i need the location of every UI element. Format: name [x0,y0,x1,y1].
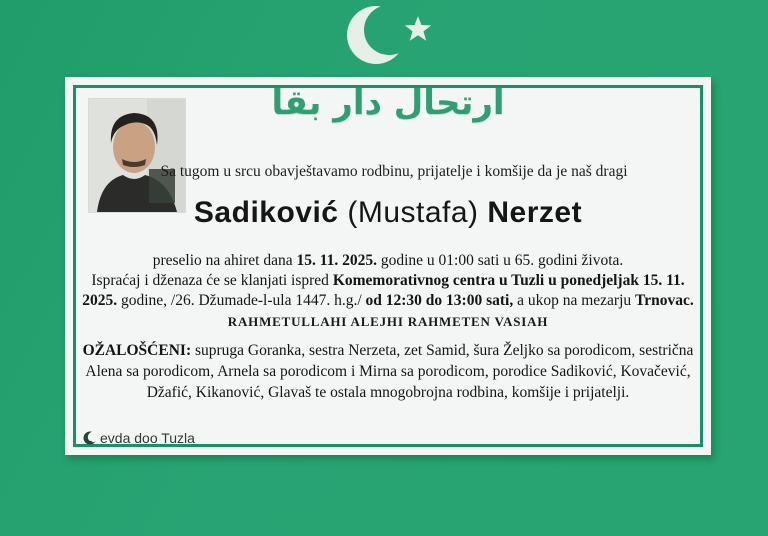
levda-logo-icon [83,430,98,446]
death-announcement: preselio na ahiret dana 15. 11. 2025. godine u 01:00 sati u 65. godini života. [152,252,624,269]
arabic-calligraphy: ارتحال دار بقا [271,83,505,123]
deceased-name: Sadiković (Mustafa) Nerzet [193,196,583,229]
funeral-home-logo [83,430,195,446]
crescent-star-svg [342,2,452,68]
crescent-star-icon [342,2,452,68]
logo-text: evda doo Tuzla [100,430,195,446]
funeral-details: Ispraćaj i dženaza će se klanjati ispred Komemorativnog centra u Tuzli u ponedjeljak 15. 11. 2025. godine, /26. Džumade-l-ula 1447. h.g./ od 12:30 do 13:00 sati, a ukop na mezarju Trnovac. [82,272,694,309]
intro-text: Sa tugom u srcu obavještavamo rodbinu, prijatelje i komšije da je naš dragi [160,163,628,180]
memorial-card [65,77,711,455]
mourners-list: OŽALOŠĆENI: supruga Goranka, sestra Nerzeta, zet Samid, šura Željko sa porodicom, sestrična Alena sa porodicom, Arnela sa porodicom i Mirna sa porodicom, porodice Sadiković, Kovačević, Džafić, Kikanović, Glavaš te ostala mnogobrojna rodbina, komšije i prijatelji. [82,342,694,401]
prayer-text: RAHMETULLAHI ALEJHI RAHMETEN VASIAH [227,314,549,329]
